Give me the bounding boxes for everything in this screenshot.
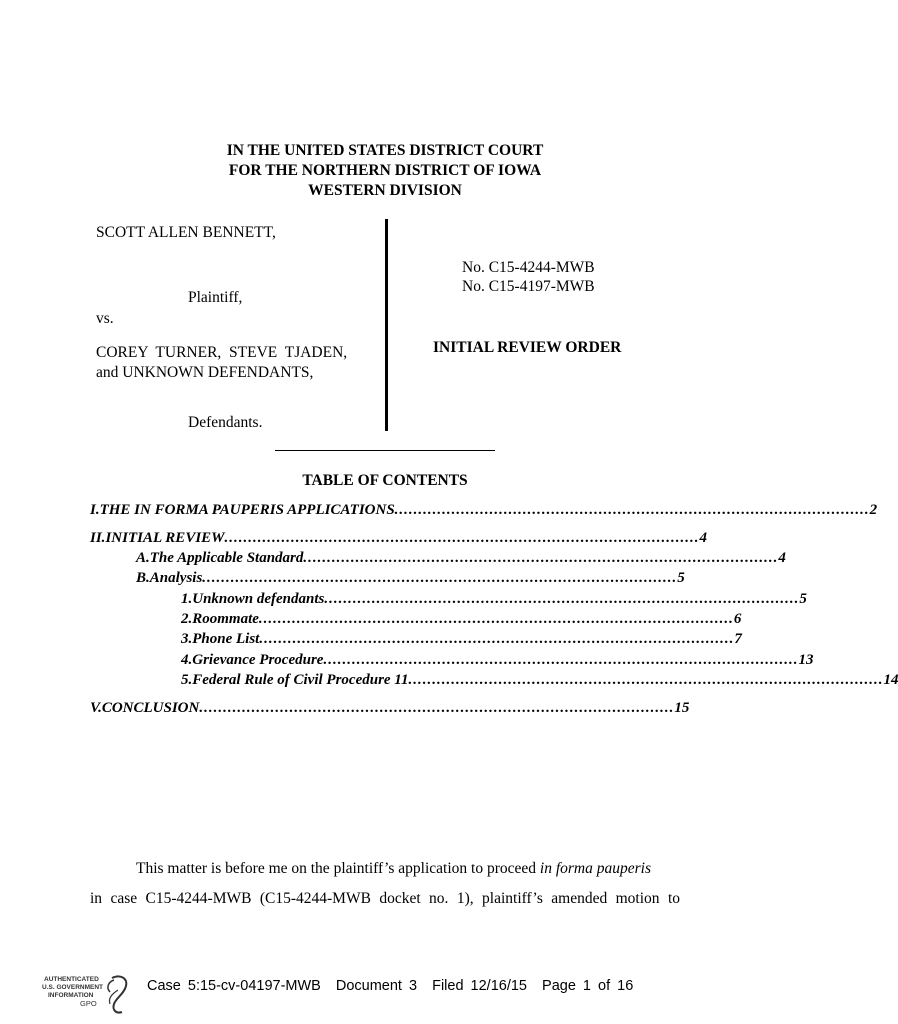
toc-entry-title: INITIAL REVIEW — [105, 530, 225, 546]
toc-entry-number: 3. — [181, 631, 193, 647]
gpo-authenticated-logo — [42, 972, 132, 1016]
toc-entry-title: Federal Rule of Civil Procedure 11 — [192, 672, 409, 688]
toc-entry-page: 7 — [734, 631, 742, 647]
case-number-2: No. C15-4197-MWB — [462, 278, 595, 295]
logo-line-2: U.S. GOVERNMENT — [42, 984, 104, 991]
toc-leader: .................................................................................................... — [394, 502, 870, 518]
caption-divider — [385, 219, 388, 431]
toc-entry-number: 2. — [181, 611, 193, 627]
toc-entry-title: THE IN FORMA PAUPERIS APPLICATIONS — [99, 502, 395, 518]
toc-entry-title: Roommate — [192, 611, 259, 627]
toc-entry-title: Phone List — [192, 631, 260, 647]
toc-entry-number: V. — [90, 700, 102, 716]
defendants-line1: COREY TURNER, STEVE TJADEN, — [96, 344, 348, 361]
toc-entry[interactable] — [181, 670, 898, 690]
defendants-line2: and UNKNOWN DEFENDANTS, — [96, 364, 314, 381]
toc-entry[interactable] — [181, 629, 742, 649]
caption-separator — [275, 450, 495, 451]
body-paragraph-line2: in case C15-4244-MWB (C15-4244-MWB docket no. 1), plaintiff’s amended motion to — [90, 890, 680, 907]
toc-entry[interactable] — [90, 698, 690, 718]
toc-entry-number: 4. — [181, 652, 193, 668]
logo-line-4: GPO — [80, 999, 97, 1008]
plaintiff-name: SCOTT ALLEN BENNETT, — [96, 224, 276, 241]
toc-entry-page: 4 — [699, 530, 707, 546]
logo-line-1: AUTHENTICATED — [44, 976, 99, 983]
defendants-label: Defendants. — [188, 414, 263, 431]
toc-entry-title: The Applicable Standard — [149, 550, 304, 566]
versus-label: vs. — [96, 310, 114, 327]
page-footer — [147, 978, 633, 994]
toc-leader: .................................................................................................... — [408, 672, 884, 688]
body-paragraph-line1 — [136, 859, 651, 879]
toc-entry-page: 6 — [733, 611, 742, 627]
toc-leader: .................................................................................................... — [199, 700, 675, 716]
plaintiff-label: Plaintiff, — [188, 289, 243, 306]
toc-entry[interactable] — [136, 548, 786, 568]
toc-entry-title: Unknown defendants — [192, 591, 325, 607]
toc-entry[interactable] — [90, 500, 878, 520]
toc-entry-page: 4 — [778, 550, 786, 566]
toc-entry-title: Analysis — [149, 570, 203, 586]
toc-entry-page: 13 — [798, 652, 814, 668]
court-heading-line2: FOR THE NORTHERN DISTRICT OF IOWA — [228, 162, 542, 179]
toc-entry[interactable] — [181, 609, 742, 629]
toc-entry-title: Grievance Procedure — [192, 652, 324, 668]
toc-entry-title: CONCLUSION — [101, 700, 200, 716]
case-number-1: No. C15-4244-MWB — [462, 259, 595, 276]
body-text-run: This matter is before me on the plaintiff’s application to proceed — [136, 860, 540, 877]
toc-entry-number: II. — [90, 530, 106, 546]
toc-entry[interactable] — [181, 589, 807, 609]
footer-case-number: Case 5:15-cv-04197-MWB — [147, 978, 321, 994]
toc-entry-number: A. — [136, 550, 150, 566]
gpo-eagle-icon — [42, 972, 132, 1016]
toc-entry-number: I. — [90, 502, 100, 518]
toc-entry[interactable] — [136, 568, 685, 588]
toc-title: TABLE OF CONTENTS — [302, 472, 468, 489]
footer-page-number: Page 1 of 16 — [542, 978, 634, 994]
toc-entry-number: 5. — [181, 672, 193, 688]
toc-leader: .................................................................................................... — [323, 652, 799, 668]
toc-entry-page: 14 — [883, 672, 898, 688]
toc-leader: .................................................................................................... — [202, 570, 678, 586]
toc-entry-page: 2 — [869, 502, 878, 518]
toc-leader: .................................................................................................... — [303, 550, 779, 566]
court-heading-line1: IN THE UNITED STATES DISTRICT COURT — [226, 142, 544, 159]
toc-leader: .................................................................................................... — [324, 591, 800, 607]
toc-entry[interactable] — [181, 650, 814, 670]
footer-document: Document 3 — [335, 978, 418, 994]
toc-entry-page: 5 — [677, 570, 685, 586]
order-title: INITIAL REVIEW ORDER — [433, 339, 622, 356]
footer-filed-date: Filed 12/16/15 — [432, 978, 527, 994]
toc-leader: .................................................................................................... — [259, 631, 735, 647]
toc-leader: .................................................................................................... — [258, 611, 734, 627]
toc-leader: .................................................................................................... — [224, 530, 700, 546]
court-heading-line3: WESTERN DIVISION — [308, 182, 462, 199]
toc-entry-page: 5 — [799, 591, 807, 607]
toc-entry-number: B. — [136, 570, 150, 586]
body-text-italic: in forma pauperis — [539, 860, 651, 877]
toc-entry-number: 1. — [181, 591, 193, 607]
toc-entry-page: 15 — [674, 700, 690, 716]
toc-entry[interactable] — [90, 528, 707, 548]
logo-line-3: INFORMATION — [48, 992, 94, 999]
